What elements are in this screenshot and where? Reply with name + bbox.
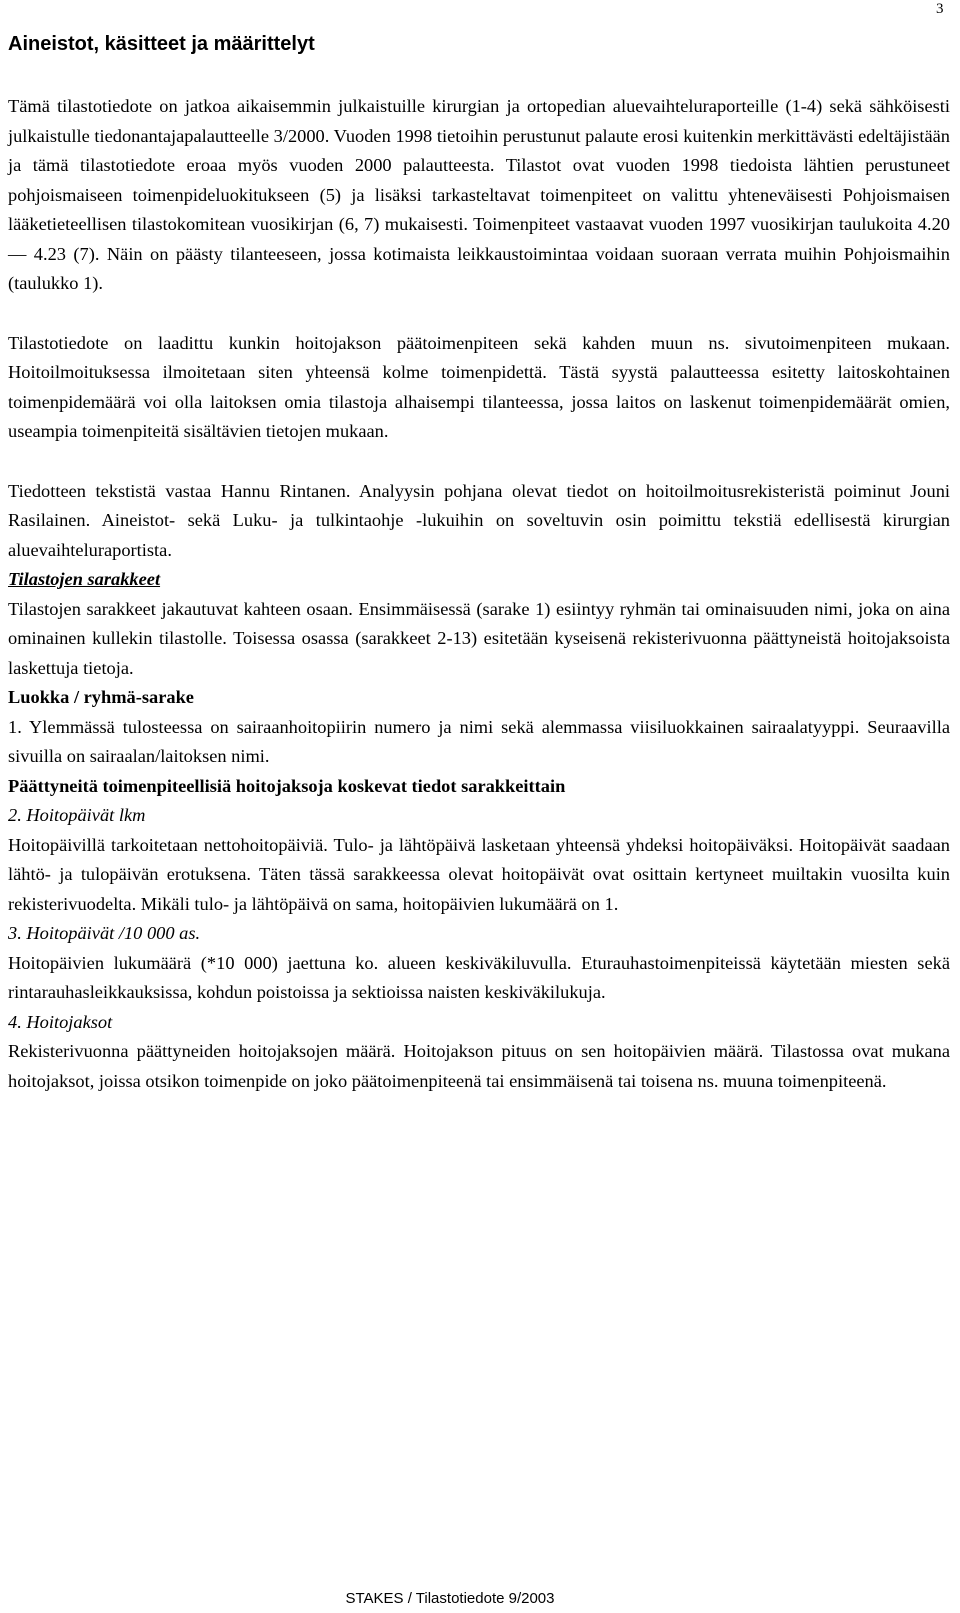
section-text-group: 1. Ylemmässä tulosteessa on sairaanhoitopiirin numero ja nimi sekä alemmassa viisiluokkainen sairaalatyyppi. Seuraavilla sivuilla on sairaalan/laitoksen nimi. xyxy=(8,716,950,766)
document-body xyxy=(8,92,950,1096)
text-hoitojaksot: Rekisterivuonna päättyneiden hoitojaksojen määrä. Hoitojakson pituus on sen hoitopäivien määrä. Tilastossa ovat mukana hoitojaksot, joissa otsikon toimenpide on joko päätoimenpiteenä tai ensimmäisenä tai toisena ns. muuna toimenpiteenä. xyxy=(8,1041,950,1091)
page-number: 3 xyxy=(936,1,944,17)
section-heading-by-column: Päättyneitä toimenpiteellisiä hoitojaksoja koskevat tiedot sarakkeittain xyxy=(8,775,566,796)
text-hoitopaivat-lkm: Hoitopäivillä tarkoitetaan nettohoitopäiviä. Tulo- ja lähtöpäivä lasketaan yhteensä yhdeksi hoitopäiväksi. Hoitopäivät saadaan lähtö- ja tulopäivän erotuksena. Täten tässä sarakkeessa olevat hoitopäivät ovat osittain kertyneet muiltakin vuosilta kuin rekisterivuodelta. Mikäli tulo- ja lähtöpäivä on sama, hoitopäivien lukumäärä on 1. xyxy=(8,834,950,914)
section-heading-group: Luokka / ryhmä-sarake xyxy=(8,687,194,707)
intro-paragraph-1: Tämä tilastotiedote on jatkoa aikaisemmin julkaistuille kirurgian ja ortopedian aluevaihteluraporteille (1-4) sekä sähköisesti julkaistulle tiedonantajapalautteelle 3/2000. Vuoden 1998 tietoihin perustunut palaute erosi kuitenkin merkittävästi edeltäjistään ja tämä tilastotiedote eroaa myös vuoden 2000 palautteesta. Tilastot ovat vuoden 1998 tiedoista lähtien perustuneet pohjoismaiseen toimenpideluokitukseen (5) ja lisäksi tarkasteltavat toimenpiteet on valittu yhteneväisesti Pohjoismaisen lääketieteellisen tilastokomitean vuosikirjan (6, 7) mukaisesti. Toimenpiteet vastaavat vuoden 1997 vuosikirjan taulukoita 4.20 — 4.23 (7). Näin on päästy tilanteeseen, jossa kotimaista leikkaustoimintaa voidaan suoraan verrata muihin Pohjoismaihin (taulukko 1). xyxy=(8,96,950,293)
page-title: Aineistot, käsitteet ja määrittelyt xyxy=(8,33,315,55)
page-footer: STAKES / Tilastotiedote 9/2003 xyxy=(345,1590,555,1607)
section-heading-columns: Tilastojen sarakkeet xyxy=(8,569,161,589)
section-text-columns: Tilastojen sarakkeet jakautuvat kahteen osaan. Ensimmäisessä (sarake 1) esiintyy ryhmän tai ominaisuuden nimi, joka on aina ominainen kullekin tilastolle. Toisessa osassa (sarakkeet 2-13) esitetään kyseisenä rekisterivuonna päättyneistä hoitojaksoista laskettuja tietoja. xyxy=(8,598,950,678)
text-hoitopaivat-per-10000: Hoitopäivien lukumäärä (*10 000) jaettuna ko. alueen keskiväkiluvulla. Eturauhastoimenpiteissä käytetään miesten sekä rintarauhasleikkauksissa, kohdun poistoissa ja sektioissa naisten keskiväkilukuja. xyxy=(8,952,950,1002)
intro-paragraph-2: Tilastotiedote on laadittu kunkin hoitojakson päätoimenpiteen sekä kahden muun ns. sivutoimenpiteen mukaan. Hoitoilmoituksessa ilmoitetaan siten yhteensä kolme toimenpidettä. Tästä syystä palautteessa esitetty laitoskohtainen toimenpidemäärä voi olla laitoksen omia tilastoja alhaisempi tilanteessa, jossa laitos on laskenut toimenpidemäärät omien, useampia toimenpiteitä sisältävien tietojen mukaan. xyxy=(8,332,950,441)
subheading-hoitopaivat-lkm: 2. Hoitopäivät lkm xyxy=(8,805,146,825)
intro-paragraph-3: Tiedotteen tekstistä vastaa Hannu Rintanen. Analyysin pohjana olevat tiedot on hoitoilmoitusrekisteristä poiminut Jouni Rasilainen. Aineistot- sekä Luku- ja tulkintaohje -lukuihin on soveltuvin osin poimittu tekstiä edellisestä kirurgian aluevaihteluraportista. xyxy=(8,480,950,560)
subheading-hoitojaksot: 4. Hoitojaksot xyxy=(8,1011,113,1032)
subheading-hoitopaivat-per-10000: 3. Hoitopäivät /10 000 as. xyxy=(8,923,201,943)
